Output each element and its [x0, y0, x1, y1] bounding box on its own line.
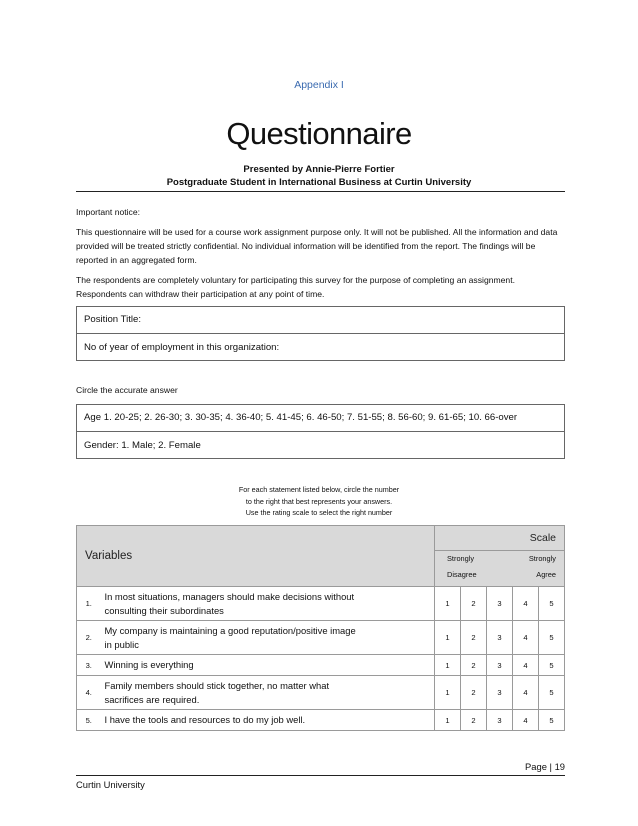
scale-option-4[interactable]: 4 — [513, 710, 539, 731]
table-row — [77, 587, 565, 621]
statement-number: 5. — [77, 710, 101, 731]
scale-option-4[interactable]: 4 — [513, 587, 539, 621]
statement-number: 2. — [77, 621, 101, 655]
scale-option-2[interactable]: 2 — [461, 587, 487, 621]
position-title-field[interactable]: Position Title: — [84, 314, 142, 325]
statement-number: 1. — [77, 587, 101, 621]
subtitle: Postgraduate Student in International Business at Curtin University — [166, 177, 472, 188]
scale-option-2[interactable]: 2 — [461, 621, 487, 655]
table-row — [77, 676, 565, 710]
respondent-info-box — [76, 306, 565, 361]
scale-option-5[interactable]: 5 — [539, 676, 565, 710]
scale-option-3[interactable]: 3 — [487, 710, 513, 731]
circle-instruction: Circle the accurate answer — [76, 385, 178, 395]
scale-option-5[interactable]: 5 — [539, 655, 565, 676]
statement-line-1: Family members should stick together, no matter what — [104, 679, 330, 691]
age-options[interactable]: Age 1. 20-25; 2. 26-30; 3. 30-35; 4. 36-40; 5. 41-45; 6. 46-50; 7. 51-55; 8. 56-60; 9. 61-65; 10. 66-over — [84, 412, 518, 423]
rating-note-line-2: to the right that best represents your answers. — [245, 496, 393, 506]
scale-option-1[interactable]: 1 — [435, 621, 461, 655]
statement-text — [101, 621, 435, 655]
statement-number: 3. — [77, 655, 101, 676]
disagree-label: Disagree — [447, 570, 477, 579]
scale-option-5[interactable]: 5 — [539, 621, 565, 655]
footer-university: Curtin University — [76, 779, 145, 790]
scale-option-4[interactable]: 4 — [513, 655, 539, 676]
scale-option-5[interactable]: 5 — [539, 587, 565, 621]
notice-paragraph-2: The respondents are completely voluntary for participating this survey for the purpose of completing an assignment. Respondents can withdraw their participation at any point of time. — [76, 275, 515, 299]
statement-text — [101, 676, 435, 710]
variables-header: Variables — [77, 526, 435, 587]
demographics-box — [76, 404, 565, 459]
questionnaire-table — [76, 525, 565, 731]
scale-header: Scale — [435, 526, 565, 551]
scale-option-4[interactable]: 4 — [513, 621, 539, 655]
statement-text — [101, 710, 435, 731]
scale-option-3[interactable]: 3 — [487, 621, 513, 655]
statement-rows — [77, 587, 565, 731]
scale-option-3[interactable]: 3 — [487, 655, 513, 676]
rating-note-line-1: For each statement listed below, circle the number — [238, 485, 400, 494]
notice-paragraph-1: This questionnaire will be used for a course work assignment purpose only. It will not be published. All the information and data provided will be treated strictly confidential. No individual information will be identified from the report. The findings will be reported in an aggregated form. — [76, 227, 558, 265]
page-title: Questionnaire — [226, 116, 412, 151]
statement-text — [101, 655, 435, 676]
statement-text — [101, 587, 435, 621]
strongly-disagree-label-1: Strongly — [447, 554, 475, 563]
statement-line-2: in public — [104, 638, 139, 650]
scale-option-1[interactable]: 1 — [435, 710, 461, 731]
table-row — [77, 621, 565, 655]
statement-line-2: consulting their subordinates — [104, 604, 224, 616]
statement-line-2: sacrifices are required. — [104, 693, 200, 705]
agree-label: Agree — [536, 570, 556, 579]
years-employment-field[interactable]: No of year of employment in this organization: — [77, 333, 564, 360]
scale-option-2[interactable]: 2 — [461, 710, 487, 731]
rating-note-line-3: Use the rating scale to select the right number — [245, 508, 393, 517]
rating-instructions — [0, 484, 638, 519]
table-row — [77, 710, 565, 731]
statement-line-1: Winning is everything — [104, 659, 194, 670]
page-number: Page | 19 — [525, 761, 565, 772]
scale-option-1[interactable]: 1 — [435, 587, 461, 621]
scale-anchor-labels — [435, 551, 565, 587]
presented-by: Presented by Annie-Pierre Fortier — [243, 164, 395, 175]
statement-line-1: I have the tools and resources to do my job well. — [104, 714, 306, 725]
gender-options[interactable]: Gender: 1. Male; 2. Female — [77, 431, 564, 458]
scale-option-5[interactable]: 5 — [539, 710, 565, 731]
scale-option-3[interactable]: 3 — [487, 676, 513, 710]
scale-option-3[interactable]: 3 — [487, 587, 513, 621]
strongly-agree-label-1: Strongly — [528, 554, 556, 563]
header-divider — [76, 191, 565, 192]
scale-option-2[interactable]: 2 — [461, 655, 487, 676]
appendix-label: Appendix I — [294, 79, 344, 91]
table-row — [77, 655, 565, 676]
scale-option-1[interactable]: 1 — [435, 676, 461, 710]
statement-line-1: In most situations, managers should make decisions without — [104, 590, 355, 602]
statement-line-1: My company is maintaining a good reputation/positive image — [104, 624, 356, 636]
notice-heading: Important notice: — [76, 207, 141, 217]
footer-divider — [76, 775, 565, 776]
scale-option-4[interactable]: 4 — [513, 676, 539, 710]
scale-option-1[interactable]: 1 — [435, 655, 461, 676]
scale-option-2[interactable]: 2 — [461, 676, 487, 710]
statement-number: 4. — [77, 676, 101, 710]
